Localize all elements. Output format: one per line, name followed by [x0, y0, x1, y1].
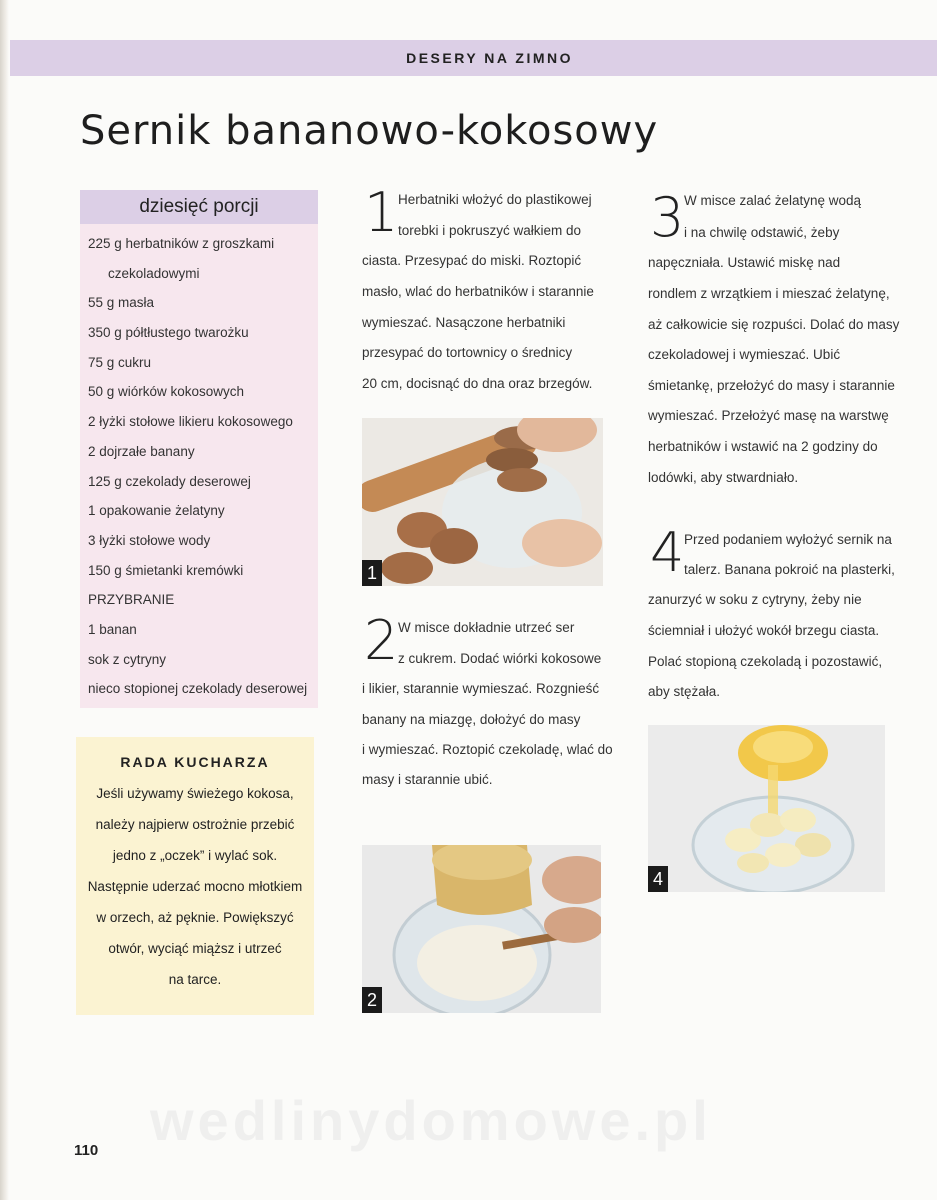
cook-tip-box: [76, 737, 314, 1015]
ingredient-item: 2 dojrzałe banany: [88, 443, 195, 459]
tip-line: na tarce.: [168, 972, 222, 987]
step-photo-2: [362, 845, 601, 1013]
step-line: zanurzyć w soku z cytryny, żeby nie: [648, 592, 862, 607]
ingredient-item: 55 g masła: [88, 295, 155, 311]
ingredient-item: 1 banan: [88, 621, 137, 637]
ingredient-item: sok z cytryny: [88, 651, 167, 667]
step-line: i na chwilę odstawić, żeby: [684, 225, 840, 240]
step-number: 4: [650, 521, 685, 584]
section-title: DESERY NA ZIMNO: [406, 50, 573, 66]
garnish-heading: PRZYBRANIE: [88, 592, 175, 608]
step-line: masło, wlać do herbatników i starannie: [362, 284, 594, 299]
step-line: Herbatniki włożyć do plastikowej: [398, 192, 592, 207]
ingredient-item: nieco stopionej czekolady deserowej: [88, 681, 308, 697]
ingredient-item: 1 opakowanie żelatyny: [88, 503, 225, 519]
step-line: rondlem z wrzątkiem i mieszać żelatynę,: [648, 286, 890, 301]
ingredient-item: 2 łyżki stołowe likieru kokosowego: [88, 414, 293, 430]
step-number: 2: [364, 609, 399, 672]
tip-line: jedno z „oczek” i wylać sok.: [112, 848, 278, 863]
page-spine-shadow: [0, 0, 9, 1200]
watermark-text: wedlinydomowe.pl: [150, 1089, 712, 1152]
step-line: czekoladowej i wymieszać. Ubić: [648, 347, 841, 362]
step-line: banany na miazgę, dołożyć do masy: [362, 712, 581, 727]
step-line: W misce dokładnie utrzeć ser: [398, 620, 575, 635]
step-line: wymieszać. Nasączone herbatniki: [362, 315, 566, 330]
step-2: [362, 609, 613, 794]
ingredient-item: 125 g czekolady deserowej: [88, 473, 251, 489]
step-line: i likier, starannie wymieszać. Rozgnieść: [362, 681, 600, 696]
photo-number-label: 2: [362, 987, 382, 1013]
step-line: aby stężała.: [648, 684, 721, 699]
step-number: 3: [650, 186, 685, 249]
photo-1-image: [362, 418, 603, 586]
step-line: wymieszać. Przełożyć masę na warstwę: [648, 408, 889, 423]
step-line: torebki i pokruszyć wałkiem do: [398, 223, 582, 238]
step-photo-4: [648, 725, 885, 892]
photo-2-image: [362, 845, 601, 1013]
step-number: 1: [364, 181, 399, 244]
ingredient-item: 3 łyżki stołowe wody: [88, 532, 211, 548]
step-line: i wymieszać. Roztopić czekoladę, wlać do: [362, 742, 613, 757]
ingredients-box: [80, 190, 318, 708]
step-line: Przed podaniem wyłożyć sernik na: [684, 532, 892, 547]
step-line: talerz. Banana pokroić na plasterki,: [684, 562, 895, 577]
step-line: lodówki, aby stwardniało.: [648, 470, 799, 485]
photo-number-label: 1: [362, 560, 382, 586]
photo-4-image: [648, 725, 885, 892]
step-line: herbatników i wstawić na 2 godziny do: [648, 439, 878, 454]
step-1: [362, 181, 612, 406]
step-line: 20 cm, docisnąć do dna oraz brzegów.: [362, 376, 593, 391]
step-line: przesypać do tortownicy o średnicy: [362, 345, 573, 360]
ingredients-list: [88, 234, 307, 709]
step-line: masy i starannie ubić.: [362, 772, 493, 787]
step-line: Polać stopioną czekoladą i pozostawić,: [648, 654, 883, 669]
page-number: 110: [74, 1142, 99, 1159]
ingredient-item: 225 g herbatników z groszkami: [88, 236, 275, 251]
ingredient-item: czekoladowymi: [108, 265, 200, 281]
tip-line: Jeśli używamy świeżego kokosa,: [96, 786, 294, 801]
servings-heading: dziesięć porcji: [139, 196, 259, 217]
step-line: z cukrem. Dodać wiórki kokosowe: [398, 651, 602, 666]
cook-tip-text: [76, 783, 314, 1000]
tip-line: Następnie uderzać mocno młotkiem: [87, 879, 303, 894]
section-header-band: [10, 40, 937, 76]
step-line: ciasta. Przesypać do miski. Roztopić: [362, 253, 582, 268]
step-line: śmietankę, przełożyć do masy i starannie: [648, 378, 895, 393]
cook-tip-title: RADA KUCHARZA: [120, 754, 270, 770]
ingredients-header: [80, 190, 318, 224]
photo-number-label: 4: [648, 866, 668, 892]
tip-line: należy najpierw ostrożnie przebić: [95, 817, 295, 832]
step-line: ściemniał i ułożyć wokół brzegu ciasta.: [648, 623, 880, 638]
ingredient-item: 150 g śmietanki kremówki: [88, 562, 244, 578]
step-3: [648, 186, 908, 491]
ingredient-item: 50 g wiórków kokosowych: [88, 384, 245, 400]
step-line: W misce zalać żelatynę wodą: [684, 193, 862, 208]
recipe-title: Sernik bananowo-kokosowy: [80, 108, 659, 154]
step-line: napęczniała. Ustawić miskę nad: [648, 255, 841, 270]
step-photo-1: [362, 418, 603, 586]
tip-line: w orzech, aż pęknie. Powiększyć: [96, 910, 294, 925]
tip-line: otwór, wyciąć miąższ i utrzeć: [108, 941, 282, 956]
ingredient-item: 75 g cukru: [88, 354, 152, 370]
ingredient-item: 350 g półtłustego twarożku: [88, 325, 249, 341]
step-4: [648, 521, 908, 706]
step-line: aż całkowicie się rozpuści. Dolać do masy: [648, 317, 900, 332]
